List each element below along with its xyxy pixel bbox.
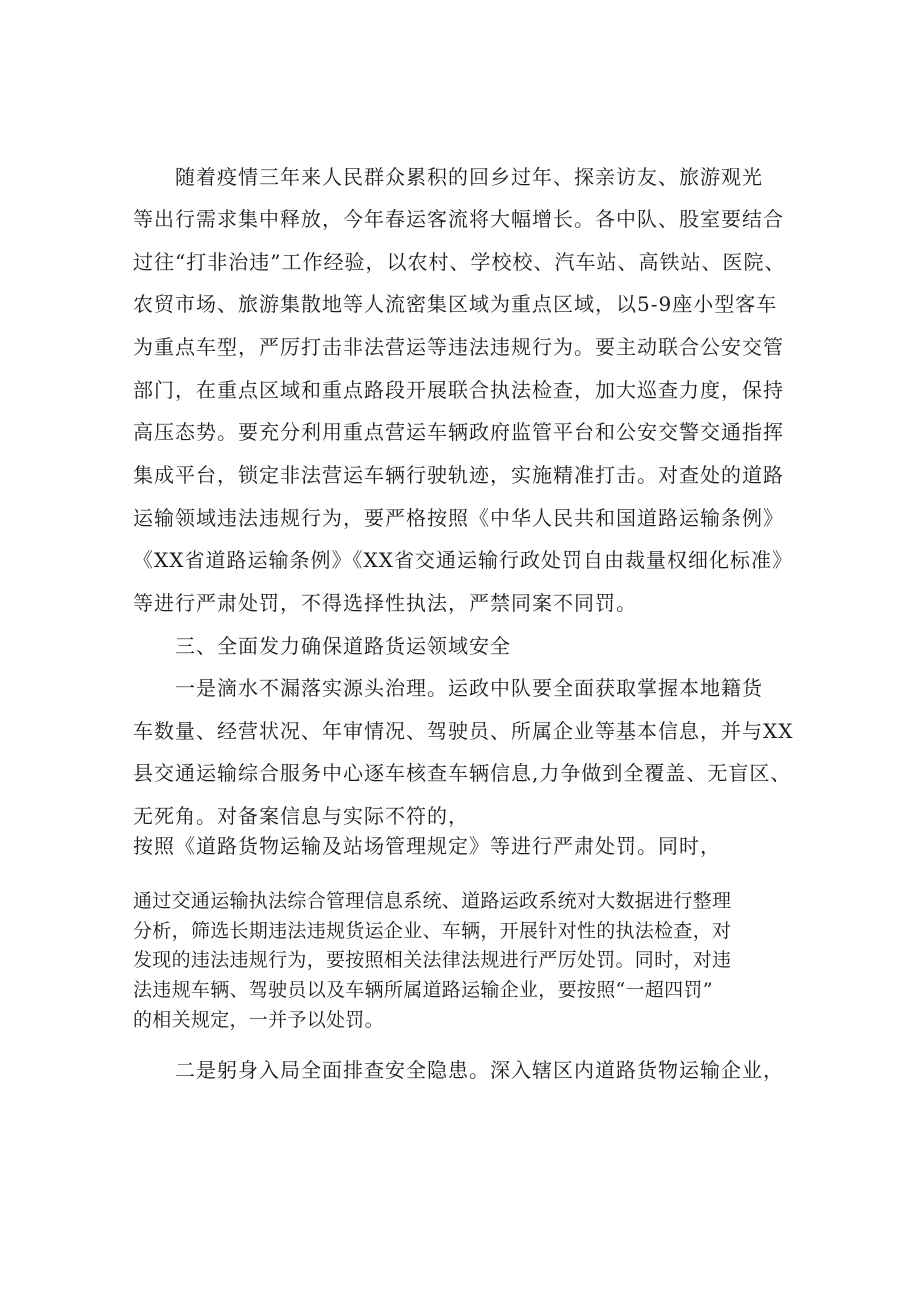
- paragraph-1-line-1: 随着疫情三年来人民群众累积的回乡过年、探亲访友、旅游观光: [175, 165, 763, 189]
- paragraph-1-line-9: 运输领域违法违规行为，要严格按照《中华人民共和国道路运输条例》: [133, 506, 784, 530]
- section-heading-3: 三、全面发力确保道路货运领域安全: [175, 634, 511, 658]
- paragraph-3-line-4: 法违规车辆、驾驶员以及车辆所属道路运输企业，要按照“一超四罚”: [133, 979, 713, 1001]
- paragraph-2-line-5: 按照《道路货物运输及站场管理规定》等进行严肃处罚。同时，: [133, 834, 721, 858]
- paragraph-1-line-3: 过往“打非治违”工作经验，以农村、学校校、汽车站、高铁站、医院、: [133, 250, 786, 274]
- paragraph-1-line-4: 农贸市场、旅游集散地等人流密集区域为重点区域，以5-9座小型客车: [133, 292, 778, 316]
- paragraph-1-line-8: 集成平台，锁定非法营运车辆行驶轨迹，实施精准打击。对查处的道路: [133, 463, 784, 487]
- paragraph-1-line-7: 高压态势。要充分利用重点营运车辆政府监管平台和公安交警交通指挥: [133, 420, 784, 444]
- paragraph-1-line-6: 部门，在重点区域和重点路段开展联合执法检查，加大巡查力度，保持: [133, 378, 784, 402]
- paragraph-2-line-3: 县交通运输综合服务中心逐车核查车辆信息,力争做到全覆盖、无盲区、: [133, 761, 792, 785]
- paragraph-2-line-1: 一是滴水不漏落实源头治理。运政中队要全面获取掌握本地籍货: [175, 676, 763, 700]
- paragraph-4-line-1: 二是躬身入局全面排查安全隐患。深入辖区内道路货物运输企业，: [175, 1058, 784, 1082]
- paragraph-1-line-11: 等进行严肃处罚，不得选择性执法，严禁同案不同罚。: [133, 591, 637, 615]
- paragraph-3-line-2: 分析，筛选长期违法违规货运企业、车辆，开展针对性的执法检查，对: [133, 920, 732, 942]
- paragraph-3-line-5: 的相关规定，一并予以处罚。: [133, 1009, 384, 1031]
- paragraph-1-line-5: 为重点车型，严厉打击非法营运等违法违规行为。要主动联合公安交管: [133, 335, 784, 359]
- paragraph-1-line-10: 《XX省道路运输条例》《XX省交通运输行政处罚自由裁量权细化标准》: [133, 548, 793, 572]
- paragraph-3-line-1: 通过交通运输执法综合管理信息系统、道路运政系统对大数据进行整理: [133, 890, 732, 912]
- paragraph-2-line-4: 无死角。对备案信息与实际不符的，: [133, 804, 469, 828]
- paragraph-2-line-2: 车数量、经营状况、年审情况、驾驶员、所属企业等基本信息，并与XX: [133, 719, 794, 743]
- paragraph-1-line-2: 等出行需求集中释放，今年春运客流将大幅增长。各中队、股室要结合: [133, 207, 784, 231]
- paragraph-3-line-3: 发现的违法违规行为，要按照相关法律法规进行严厉处罚。同时，对违: [133, 949, 732, 971]
